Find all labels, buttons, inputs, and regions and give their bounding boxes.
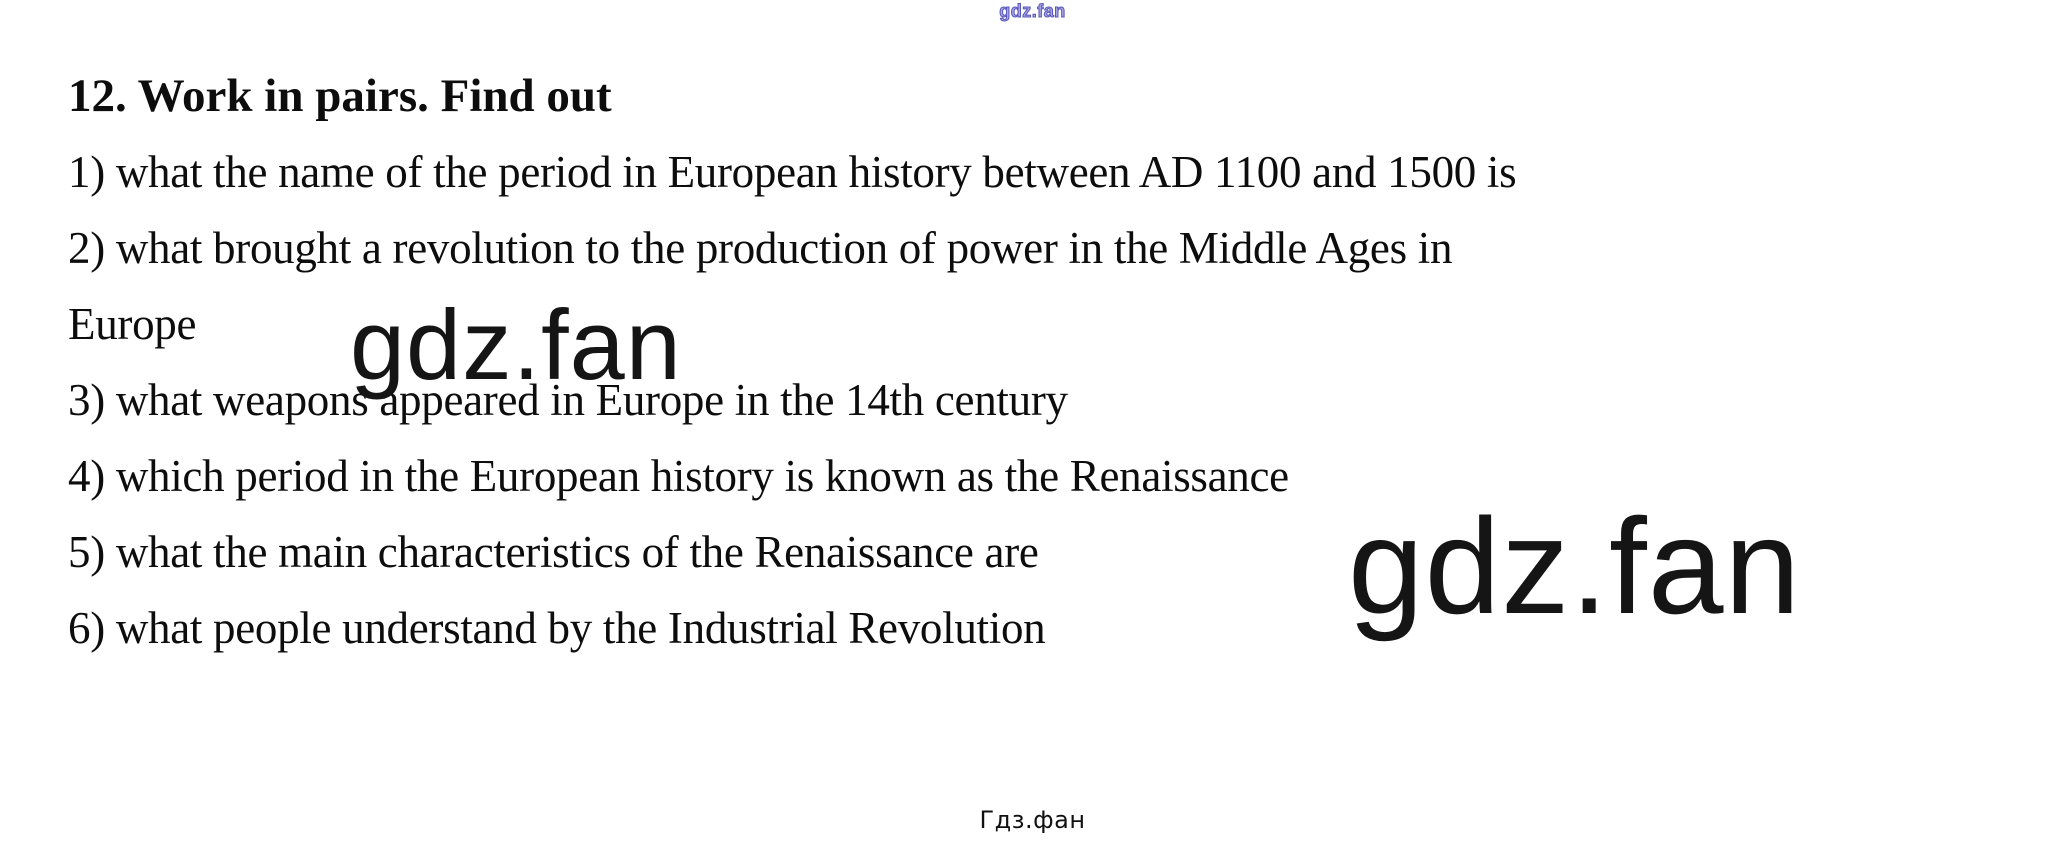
- exercise-line-6: 6) what people understand by the Industrial Revolution: [68, 603, 1046, 653]
- exercise-line-5: 5) what the main characteristics of the Renaissance are: [68, 527, 1039, 577]
- exercise-line-2-continuation: Europe: [68, 299, 197, 349]
- watermark-middle: gdz.fan: [350, 289, 682, 400]
- exercise-line-1: 1) what the name of the period in European history between AD 1100 and 1500 is: [68, 147, 1517, 197]
- exercise-title: 12. Work in pairs. Find out: [68, 70, 612, 122]
- exercise-line-2: 2) what brought a revolution to the production of power in the Middle Ages in: [68, 223, 1453, 273]
- watermark-right: gdz.fan: [1348, 490, 1802, 642]
- watermark-top: gdz.fan: [999, 1, 1066, 21]
- watermark-bottom-site-name: Гдз.фан: [979, 806, 1086, 834]
- exercise-line-3: 3) what weapons appeared in Europe in the 14th century: [68, 375, 1068, 425]
- exercise-line-4: 4) which period in the European history is known as the Renaissance: [68, 451, 1289, 501]
